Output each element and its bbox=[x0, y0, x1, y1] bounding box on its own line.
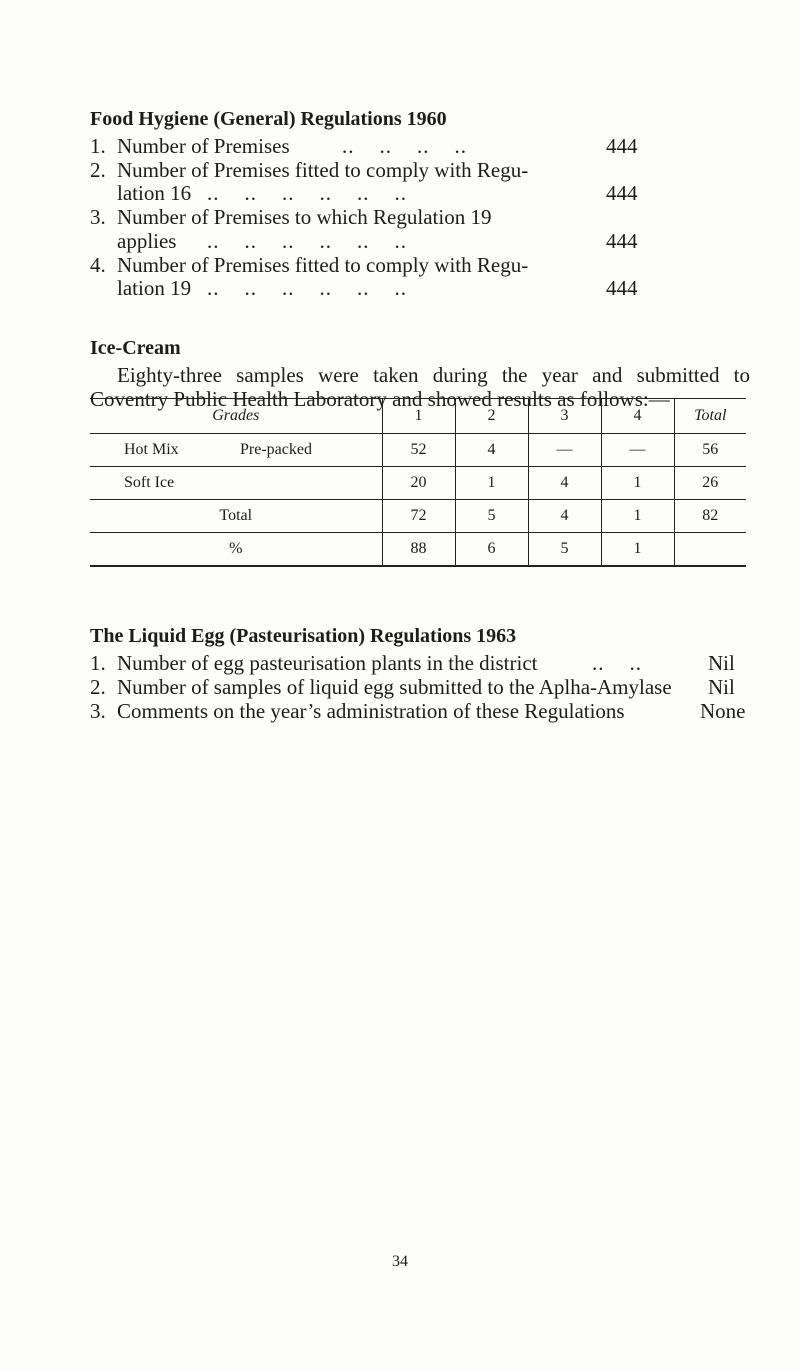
list-item bbox=[90, 205, 492, 229]
item-value: 444 bbox=[606, 276, 638, 300]
item-value: 444 bbox=[606, 181, 638, 205]
cell-grade-1: 72 bbox=[382, 500, 455, 533]
food-hygiene-title: Food Hygiene (General) Regulations 1960 bbox=[90, 108, 447, 130]
row-label-cell bbox=[90, 467, 382, 500]
leader-dots: .. .. .. .. bbox=[342, 134, 467, 158]
item-value: 444 bbox=[606, 229, 638, 253]
item-value: Nil bbox=[708, 651, 735, 675]
row-label: Soft Ice bbox=[124, 474, 175, 491]
leader-dots: .. .. .. .. .. .. bbox=[207, 229, 407, 253]
cell-grade-3: — bbox=[528, 434, 601, 467]
item-number: 3. bbox=[90, 699, 106, 723]
row-label: Hot Mix bbox=[124, 441, 179, 458]
ice-cream-results-table bbox=[90, 398, 746, 567]
header-grade-2: 2 bbox=[455, 399, 528, 434]
table-row bbox=[90, 467, 746, 500]
list-item-continuation bbox=[117, 276, 407, 300]
item-text: lation 16 bbox=[117, 181, 192, 205]
list-item-continuation bbox=[117, 229, 407, 253]
ice-cream-title: Ice-Cream bbox=[90, 337, 181, 359]
cell-grade-3: 5 bbox=[528, 533, 601, 567]
row-label: % bbox=[90, 533, 382, 567]
item-text: Number of Premises fitted to comply with Regu- bbox=[117, 158, 529, 182]
table-row bbox=[90, 500, 746, 533]
cell-grade-2: 1 bbox=[455, 467, 528, 500]
item-number: 4. bbox=[90, 253, 106, 277]
paragraph-line: Eighty-three samples were taken during the year and submitted to bbox=[117, 363, 750, 387]
cell-grade-2: 6 bbox=[455, 533, 528, 567]
cell-grade-4: 1 bbox=[601, 467, 674, 500]
liquid-egg-title: The Liquid Egg (Pasteurisation) Regulations 1963 bbox=[90, 625, 517, 647]
cell-grade-4: — bbox=[601, 434, 674, 467]
header-grade-3: 3 bbox=[528, 399, 601, 434]
item-number: 1. bbox=[90, 651, 106, 675]
item-value: Nil bbox=[708, 675, 735, 699]
cell-grade-1: 88 bbox=[382, 533, 455, 567]
cell-grade-1: 20 bbox=[382, 467, 455, 500]
item-text: applies bbox=[117, 229, 177, 253]
page-number: 34 bbox=[392, 1253, 408, 1270]
item-text: Number of Premises to which Regulation 19 bbox=[117, 205, 492, 229]
item-number: 3. bbox=[90, 205, 106, 229]
list-item bbox=[90, 699, 625, 723]
list-item bbox=[90, 253, 529, 277]
item-value: None bbox=[700, 699, 746, 723]
list-item bbox=[90, 651, 642, 675]
cell-total: 26 bbox=[674, 467, 746, 500]
paragraph-line: Coventry Public Health Laboratory and showed results as follows:— bbox=[90, 387, 670, 411]
item-text: Comments on the year’s administration of these Regulations bbox=[117, 699, 625, 723]
leader-dots: .. .. .. .. .. .. bbox=[207, 181, 407, 205]
table-row bbox=[90, 533, 746, 567]
cell-grade-4: 1 bbox=[601, 533, 674, 567]
item-number: 1. bbox=[90, 134, 106, 158]
cell-grade-3: 4 bbox=[528, 500, 601, 533]
list-item bbox=[90, 158, 529, 182]
header-grades: Grades bbox=[90, 399, 382, 434]
table-row bbox=[90, 434, 746, 467]
cell-total bbox=[674, 533, 746, 567]
item-text: lation 19 bbox=[117, 276, 192, 300]
cell-grade-2: 4 bbox=[455, 434, 528, 467]
cell-grade-1: 52 bbox=[382, 434, 455, 467]
header-grade-1: 1 bbox=[382, 399, 455, 434]
item-number: 2. bbox=[90, 675, 106, 699]
cell-grade-2: 5 bbox=[455, 500, 528, 533]
item-text: Number of egg pasteurisation plants in the district bbox=[117, 651, 538, 675]
header-total: Total bbox=[674, 399, 746, 434]
list-item-continuation bbox=[117, 181, 407, 205]
cell-total: 56 bbox=[674, 434, 746, 467]
list-item bbox=[90, 134, 467, 158]
cell-total: 82 bbox=[674, 500, 746, 533]
item-text: Number of samples of liquid egg submitted to the Aplha-Amylase bbox=[117, 675, 672, 699]
row-label: Total bbox=[90, 500, 382, 533]
cell-grade-3: 4 bbox=[528, 467, 601, 500]
item-value: 444 bbox=[606, 134, 638, 158]
item-text: Number of Premises fitted to comply with Regu- bbox=[117, 253, 529, 277]
leader-dots: .. .. bbox=[592, 651, 642, 675]
row-label-cell bbox=[90, 434, 382, 467]
leader-dots: .. .. .. .. .. .. bbox=[207, 276, 407, 300]
item-number: 2. bbox=[90, 158, 106, 182]
list-item bbox=[90, 675, 672, 699]
row-sublabel: Pre-packed bbox=[240, 441, 312, 458]
table-header-row bbox=[90, 399, 746, 434]
cell-grade-4: 1 bbox=[601, 500, 674, 533]
header-grade-4: 4 bbox=[601, 399, 674, 434]
item-text: Number of Premises bbox=[117, 134, 290, 158]
